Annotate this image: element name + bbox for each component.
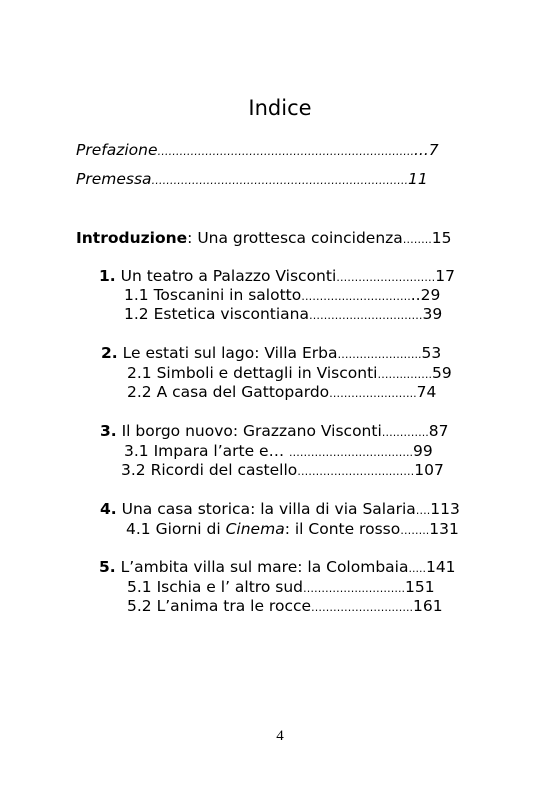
dot-leader: …….. xyxy=(400,524,430,537)
entry-label: 1.2 Estetica viscontiana xyxy=(124,305,309,323)
entry-page: ...7 xyxy=(414,141,439,159)
toc-entry-3-2[interactable] xyxy=(121,461,444,481)
entry-label: 3.2 Ricordi del castello xyxy=(121,461,298,479)
entry-label-suffix: : il Conte rosso xyxy=(284,520,401,538)
entry-page: 161 xyxy=(413,597,443,615)
entry-label: Prefazione xyxy=(76,141,158,159)
entry-number: 1. xyxy=(99,267,116,285)
entry-label: 1.1 Toscanini in salotto xyxy=(124,286,302,304)
entry-label: 2.1 Simboli e dettagli in Visconti xyxy=(127,364,378,382)
dot-leader: …………………..….. xyxy=(311,601,414,614)
page-number: 4 xyxy=(276,728,284,744)
toc-entry-premessa[interactable] xyxy=(76,170,428,190)
entry-page: 87 xyxy=(428,422,449,440)
toc-entry-prefazione[interactable] xyxy=(76,141,439,161)
entry-label: Il borgo nuovo: Grazzano Visconti xyxy=(116,422,382,440)
dot-leader: ……………..……….. xyxy=(303,582,405,595)
dot-leader: …….. xyxy=(402,233,432,246)
toc-entry-2-1[interactable] xyxy=(127,364,452,384)
entry-page: 113 xyxy=(430,500,460,518)
entry-label: 4.1 Giorni di xyxy=(126,520,226,538)
entry-page: 17 xyxy=(435,267,455,285)
dot-leader: …………….…….. xyxy=(329,387,417,400)
entry-number: 5. xyxy=(99,558,116,576)
entry-number: Introduzione xyxy=(76,229,188,247)
entry-label: Un teatro a Palazzo Visconti xyxy=(115,267,337,285)
dot-leader: .……………………….….. xyxy=(289,446,413,459)
dot-leader: ……………………..…… xyxy=(297,465,415,478)
entry-label: 2.2 A casa del Gattopardo xyxy=(127,383,330,401)
toc-entry-1-2[interactable] xyxy=(124,305,442,325)
dot-leader: ……………………………………………………………. xyxy=(157,145,414,158)
toc-entry-chapter-3[interactable] xyxy=(100,422,449,442)
entry-label: Premessa xyxy=(76,170,152,188)
toc-entry-2-2[interactable] xyxy=(127,383,436,403)
toc-entry-chapter-5[interactable] xyxy=(99,558,456,578)
dot-leader: ……..……. xyxy=(377,368,432,381)
toc-entry-introduzione[interactable] xyxy=(76,229,452,249)
entry-page: 39 xyxy=(422,305,443,323)
entry-label: : Una grottesca coincidenza xyxy=(187,229,403,247)
toc-entry-chapter-2[interactable] xyxy=(101,344,441,364)
entry-label: L’ambita villa sul mare: la Colombaia xyxy=(115,558,409,576)
toc-entry-chapter-4[interactable] xyxy=(100,500,460,520)
dot-leader: …. xyxy=(415,504,431,517)
entry-page: 99 xyxy=(413,442,433,460)
toc-entry-5-2[interactable] xyxy=(127,597,443,617)
entry-page: 151 xyxy=(405,578,435,596)
toc-entry-3-1[interactable] xyxy=(124,442,433,462)
entry-page: 107 xyxy=(414,461,444,479)
toc-entry-1-1[interactable] xyxy=(124,286,440,306)
toc-entry-chapter-1[interactable] xyxy=(99,267,455,287)
entry-label: 5.1 Ischia e l’ altro sud xyxy=(127,578,303,596)
toc-entry-5-1[interactable] xyxy=(127,578,435,598)
entry-page: 15 xyxy=(431,229,452,247)
entry-number: 2. xyxy=(101,344,118,362)
entry-page: 11 xyxy=(408,170,428,188)
entry-number: 3. xyxy=(100,422,117,440)
entry-page: 53 xyxy=(421,344,442,362)
entry-page: ..29 xyxy=(410,286,441,304)
entry-label: 3.1 Impara l’arte e… xyxy=(124,442,289,460)
entry-label: Una casa storica: la villa di via Salaria xyxy=(116,500,416,518)
page-title: Indice xyxy=(248,96,312,120)
dot-leader: …..…….. xyxy=(381,426,429,439)
entry-page: 59 xyxy=(431,364,452,382)
dot-leader: ……………………………………………………………. xyxy=(151,174,409,187)
dot-leader: ………………….. xyxy=(337,348,422,361)
dot-leader: ………….……………… xyxy=(308,309,423,322)
entry-number: 4. xyxy=(100,500,117,518)
entry-page: 141 xyxy=(425,558,456,576)
entry-page: 131 xyxy=(429,520,459,538)
dot-leader: ..... xyxy=(408,562,426,575)
entry-label-italic: Cinema xyxy=(225,520,285,538)
entry-label: Le estati sul lago: Villa Erba xyxy=(117,344,338,362)
entry-page: 74 xyxy=(416,383,437,401)
toc-entry-4-1[interactable] xyxy=(126,520,459,540)
entry-label: 5.2 L’anima tra le rocce xyxy=(127,597,312,615)
dot-leader: …………..……………. xyxy=(301,290,411,303)
dot-leader: ……………………… xyxy=(336,271,436,284)
